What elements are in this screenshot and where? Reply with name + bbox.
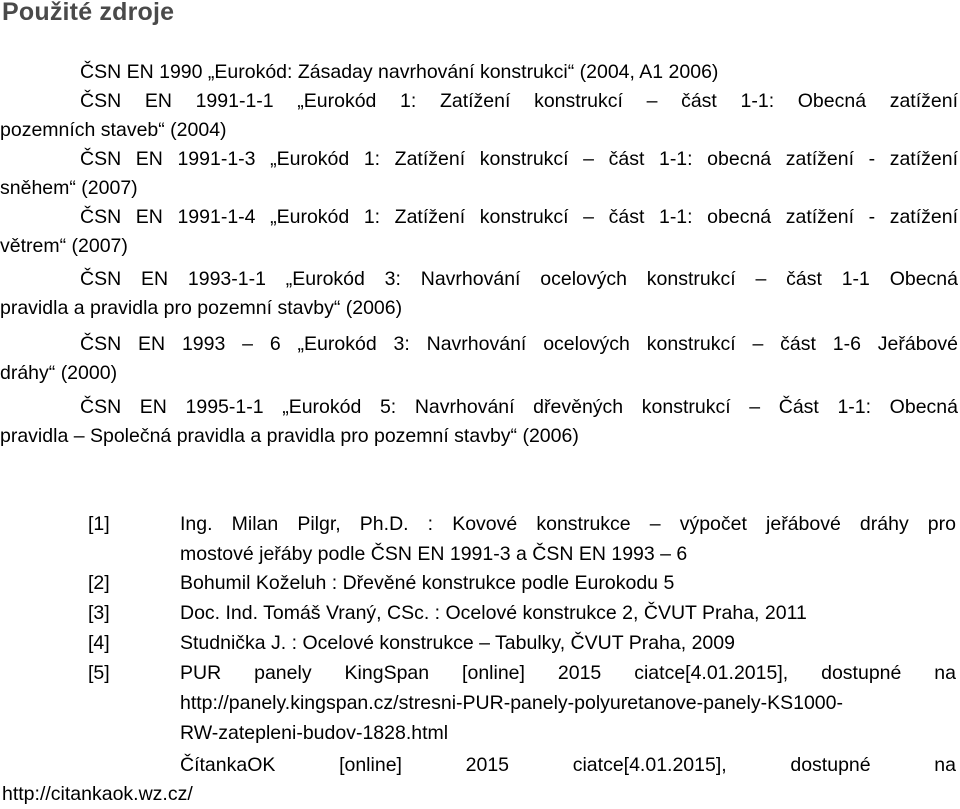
reference-link[interactable]: RW-zatepleni-budov-1828.html xyxy=(180,722,449,744)
source-line: ČSN EN 1993 – 6 „Eurokód 3: Navrhování ocelových konstrukcí – část 1-6 Jeřábové xyxy=(80,333,958,355)
source-line: ČSN EN 1991-1-1 „Eurokód 1: Zatížení konstrukcí – část 1-1: Obecná zatížení xyxy=(80,90,958,112)
source-line: ČSN EN 1993-1-1 „Eurokód 3: Navrhování ocelových konstrukcí – část 1-1 Obecná xyxy=(80,268,958,290)
source-line: ČSN EN 1991-1-3 „Eurokód 1: Zatížení konstrukcí – část 1-1: obecná zatížení - zatížení xyxy=(80,148,958,170)
reference-number: [4] xyxy=(88,632,110,654)
reference-text: mostové jeřáby podle ČSN EN 1991-3 a ČSN EN 1993 – 6 xyxy=(180,543,688,565)
reference-text: Doc. Ind. Tomáš Vraný, CSc. : Ocelové konstrukce 2, ČVUT Praha, 2011 xyxy=(180,602,807,624)
reference-number: [1] xyxy=(88,513,110,535)
reference-number: [3] xyxy=(88,602,110,624)
source-line: ČSN EN 1995-1-1 „Eurokód 5: Navrhování dřevěných konstrukcí – Část 1-1: Obecná xyxy=(80,396,958,418)
reference-number: [5] xyxy=(88,662,110,684)
reference-text: Ing. Milan Pilgr, Ph.D. : Kovové konstrukce – výpočet jeřábové dráhy pro xyxy=(180,513,956,535)
source-line: větrem“ (2007) xyxy=(0,235,128,257)
section-heading: Použité zdroje xyxy=(2,0,175,26)
source-line: pozemních staveb“ (2004) xyxy=(0,119,227,141)
citanka-url-link[interactable]: http://citankaok.wz.cz/ xyxy=(2,783,193,805)
reference-text: PUR panely KingSpan [online] 2015 ciatce[4.01.2015], dostupné na xyxy=(180,662,956,684)
source-line: pravidla a pravidla pro pozemní stavby“ (2006) xyxy=(0,297,403,319)
source-line: ČSN EN 1990 „Eurokód: Zásaday navrhování konstrukci“ (2004, A1 2006) xyxy=(80,61,719,83)
reference-text: Bohumil Koželuh : Dřevěné konstrukce podle Eurokodu 5 xyxy=(180,572,675,594)
source-line: sněhem“ (2007) xyxy=(0,177,138,199)
source-line: ČSN EN 1991-1-4 „Eurokód 1: Zatížení konstrukcí – část 1-1: obecná zatížení - zatížení xyxy=(80,206,958,228)
reference-link[interactable]: http://panely.kingspan.cz/stresni-PUR-panely-polyuretanove-panely-KS1000- xyxy=(180,692,843,714)
source-line: dráhy“ (2000) xyxy=(0,362,118,384)
source-line: pravidla – Společná pravidla a pravidla pro pozemní stavby“ (2006) xyxy=(0,425,579,447)
reference-text: ČítankaOK [online] 2015 ciatce[4.01.2015], dostupné na xyxy=(180,754,956,776)
reference-number: [2] xyxy=(88,572,110,594)
reference-text: Studnička J. : Ocelové konstrukce – Tabulky, ČVUT Praha, 2009 xyxy=(180,632,735,654)
